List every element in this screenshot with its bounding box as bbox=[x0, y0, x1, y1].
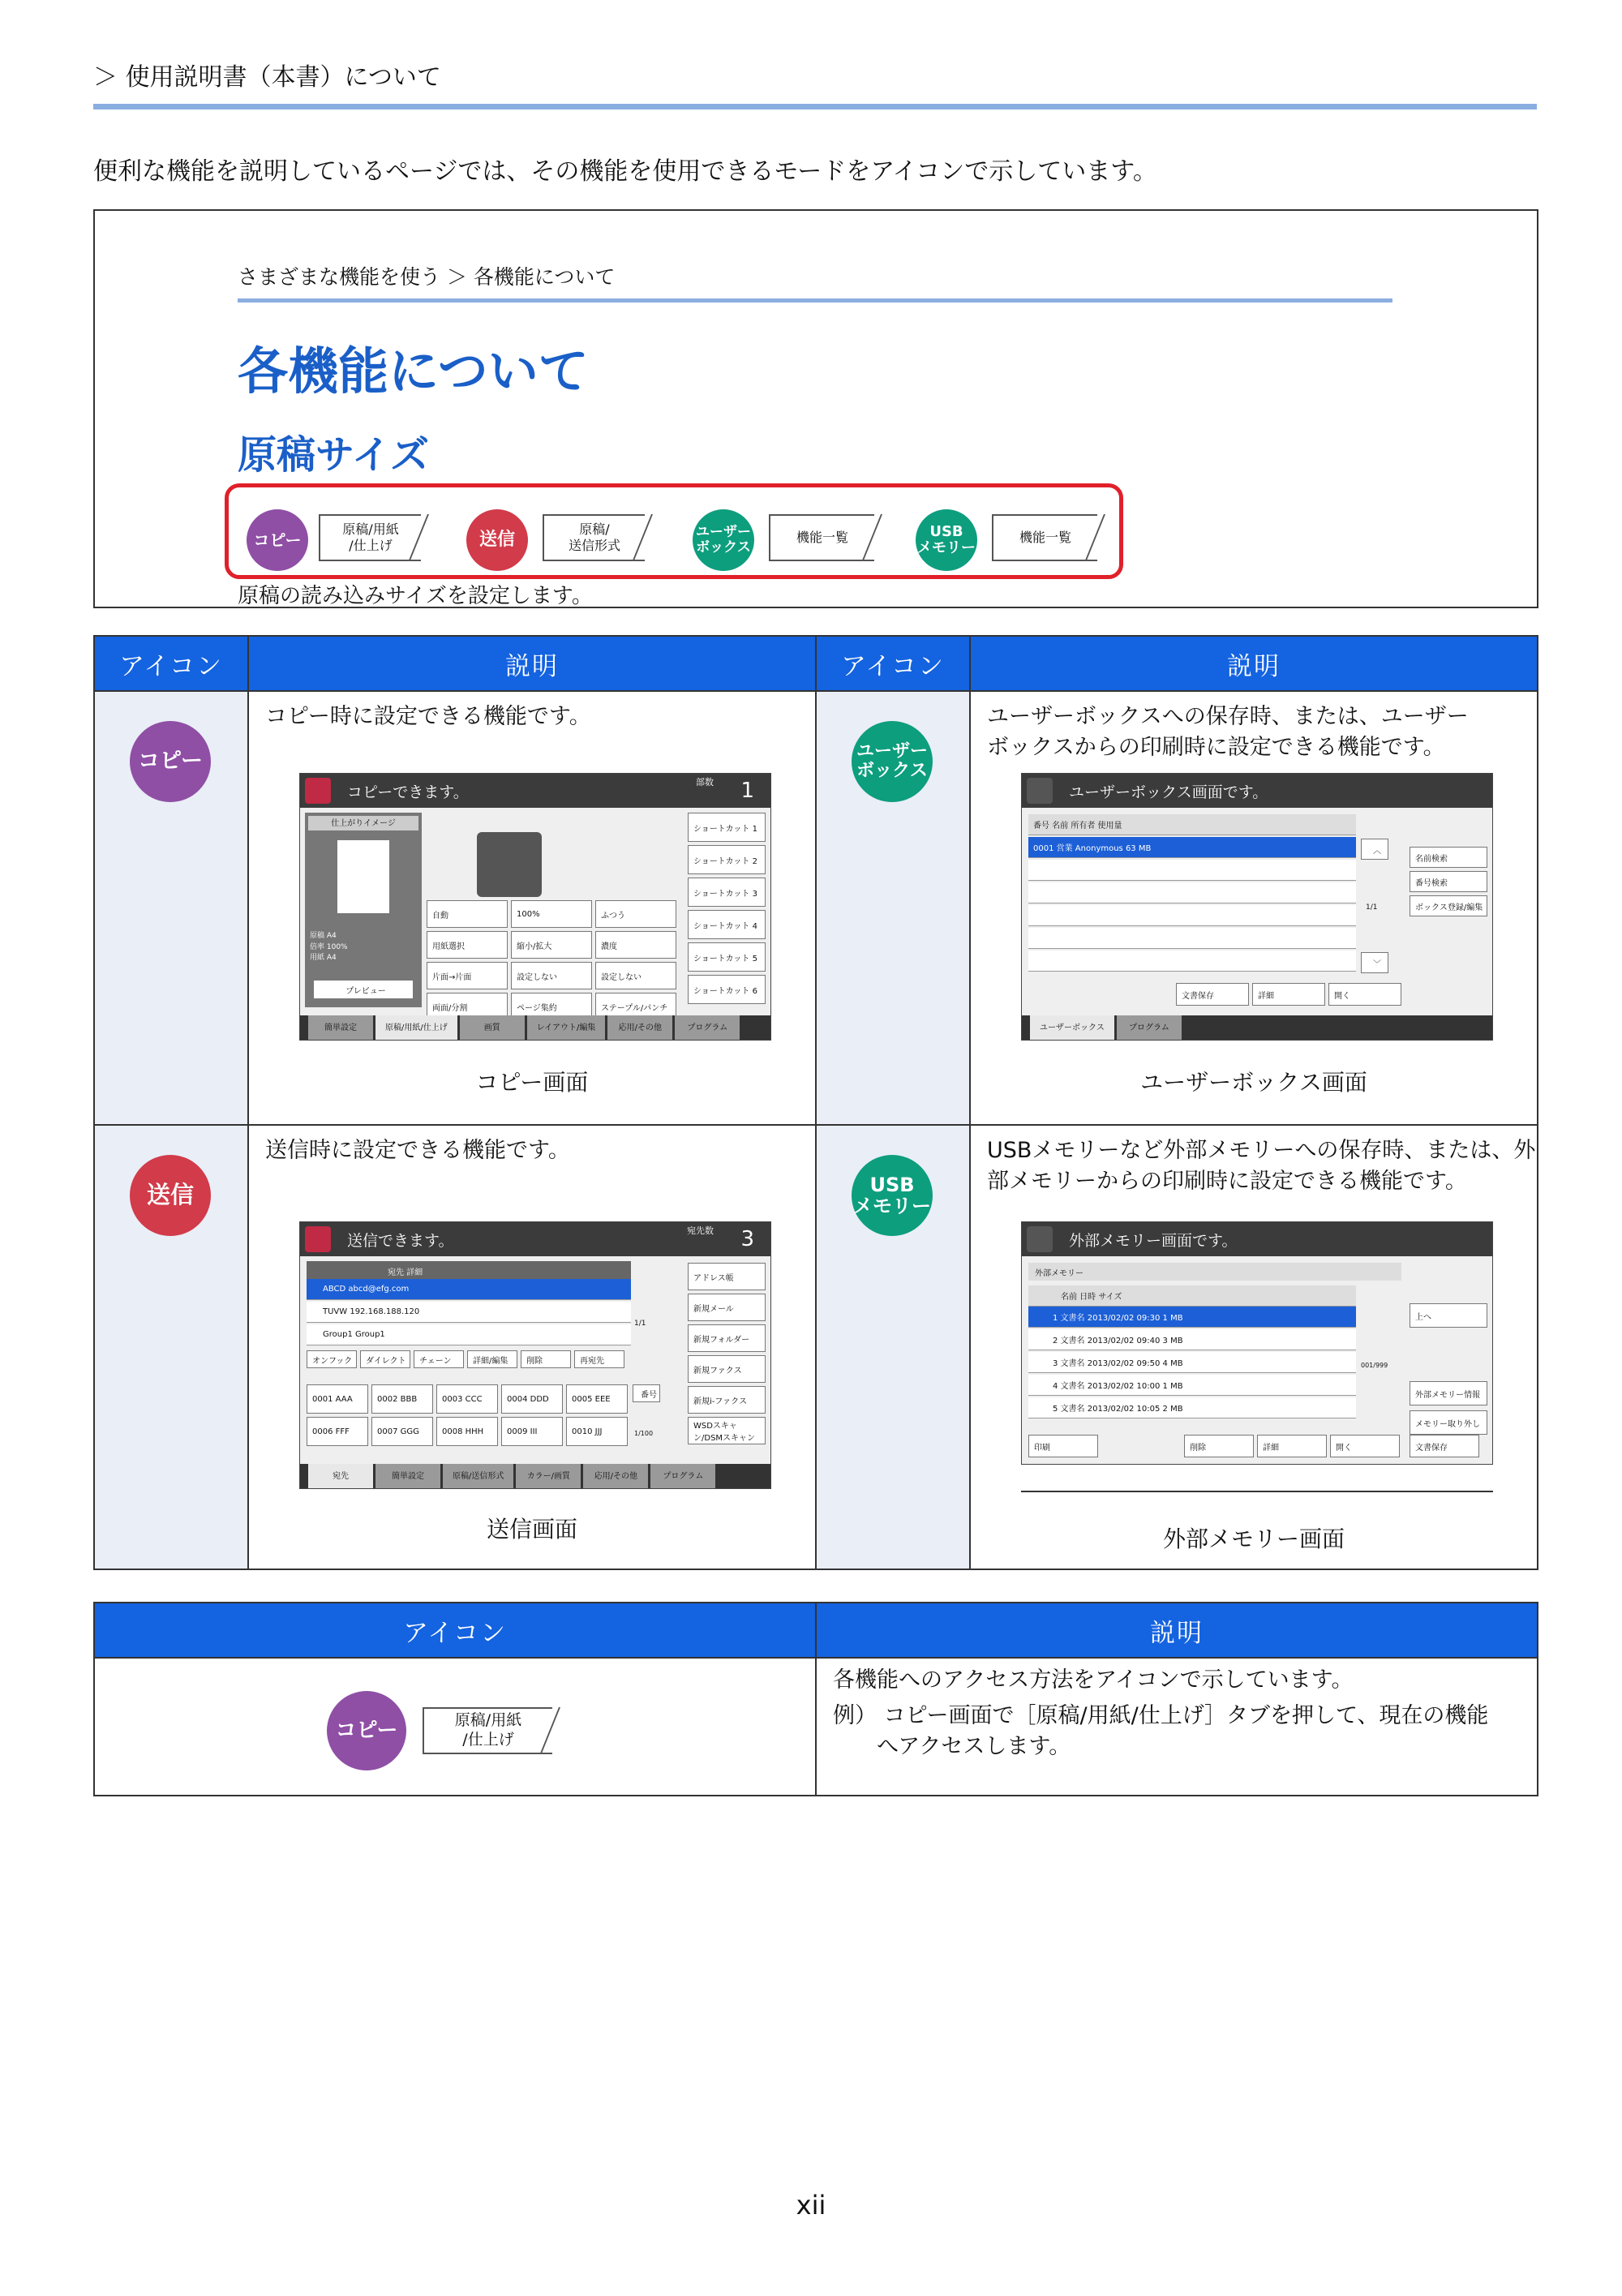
page-indicator: 1/1 bbox=[1366, 903, 1378, 912]
copy-function-button[interactable]: 設定しない bbox=[511, 962, 592, 989]
send-page: 1/1 bbox=[634, 1320, 646, 1328]
usb-mode-icon: USB メモリー bbox=[852, 1155, 933, 1236]
userbox-side-button[interactable]: 番号検索 bbox=[1410, 871, 1487, 892]
access-icon-table bbox=[93, 1602, 1538, 1796]
send-desc-text: 送信時に設定できる機能です。 bbox=[265, 1138, 570, 1163]
preview-button[interactable]: プレビュー bbox=[313, 980, 414, 999]
access-icon-cell bbox=[94, 1658, 816, 1796]
sample-title: 各機能について bbox=[238, 341, 589, 401]
usb-page: 001/999 bbox=[1361, 1362, 1388, 1369]
send-row[interactable]: ABCD abcd@efg.com bbox=[307, 1279, 631, 1300]
printer-image bbox=[477, 832, 542, 897]
send-side-button[interactable]: 新規i-ファクス bbox=[688, 1386, 766, 1414]
send-action-button[interactable]: チェーン bbox=[414, 1350, 464, 1368]
userbox-bottom-button[interactable]: 開く bbox=[1328, 983, 1401, 1006]
copy-desc-cell bbox=[248, 691, 816, 1125]
copy-function-button[interactable]: 設定しない bbox=[595, 962, 676, 989]
send-screen-tab[interactable]: 応用/その他 bbox=[583, 1464, 648, 1488]
copy-tab-icon: 原稿/用紙 /仕上げ bbox=[423, 1707, 552, 1754]
usb-bottom-button[interactable]: 印刷 bbox=[1028, 1435, 1098, 1457]
userbox-row[interactable] bbox=[1028, 928, 1356, 949]
access-desc-text: 各機能へのアクセス方法をアイコンで示しています。 bbox=[833, 1667, 1354, 1693]
table-header-desc: 説明 bbox=[970, 636, 1538, 691]
shortcut-button[interactable]: ショートカット 1 bbox=[688, 813, 766, 842]
copy-function-button[interactable]: 濃度 bbox=[595, 931, 676, 959]
usb-mode-icon: USB メモリー bbox=[916, 509, 977, 571]
sample-page bbox=[93, 209, 1538, 608]
one-touch-key[interactable]: 0006 FFF bbox=[307, 1417, 368, 1446]
one-touch-key[interactable]: 0002 BBB bbox=[371, 1384, 433, 1414]
one-touch-key[interactable]: 0007 GGG bbox=[371, 1417, 433, 1446]
userbox-mode-icon: ユーザー ボックス bbox=[693, 509, 754, 571]
send-action-button[interactable]: 詳細/編集 bbox=[467, 1350, 517, 1368]
sample-breadcrumb: さまざまな機能を使う ＞ 各機能について bbox=[238, 265, 616, 289]
usb-divider bbox=[1021, 1491, 1493, 1492]
mode-icon-table bbox=[93, 635, 1538, 1570]
shortcut-button[interactable]: ショートカット 5 bbox=[688, 942, 766, 972]
userbox-bottom-button[interactable]: 文書保存 bbox=[1176, 983, 1249, 1006]
copy-screen-tab[interactable]: 原稿/用紙/仕上げ bbox=[375, 1015, 457, 1040]
userbox-bottom-button[interactable]: 詳細 bbox=[1252, 983, 1325, 1006]
send-mode-icon: 送信 bbox=[466, 509, 528, 571]
usb-side-button[interactable]: メモリー取り外し bbox=[1410, 1410, 1487, 1435]
breadcrumb: ＞ 使用説明書（本書）について bbox=[93, 63, 441, 92]
copy-screen-tab[interactable]: 画質 bbox=[460, 1015, 525, 1040]
copy-function-button[interactable]: 片面→片面 bbox=[427, 962, 508, 989]
userbox-caption: ユーザーボックス画面 bbox=[1140, 1069, 1367, 1096]
send-screen-tab[interactable]: 簡単設定 bbox=[375, 1464, 440, 1488]
userbox-list-header: 番号 名前 所有者 使用量 bbox=[1028, 814, 1356, 835]
send-action-button[interactable]: ダイレクト bbox=[360, 1350, 410, 1368]
one-touch-key[interactable]: 0004 DDD bbox=[501, 1384, 563, 1414]
userbox-row[interactable] bbox=[1028, 882, 1356, 903]
userbox-desc-cell bbox=[970, 691, 1538, 1125]
send-count: 3 bbox=[740, 1227, 754, 1251]
userbox-app-icon bbox=[1027, 778, 1053, 804]
send-side-button[interactable]: 新規メール bbox=[688, 1294, 766, 1321]
usb-side-button[interactable]: 上へ bbox=[1410, 1303, 1487, 1328]
usb-app-icon bbox=[1027, 1226, 1053, 1252]
usb-screen-title: 外部メモリー画面です。 bbox=[1069, 1231, 1238, 1250]
usb-row[interactable]: 3 文書名 2013/02/02 09:50 4 MB bbox=[1028, 1352, 1356, 1373]
page-number: xii bbox=[796, 2190, 826, 2221]
send-icon-cell bbox=[94, 1125, 248, 1569]
copy-function-button[interactable]: 100% bbox=[511, 900, 592, 928]
send-screen-titlebar bbox=[300, 1222, 770, 1256]
copy-mode-icon: コピー bbox=[130, 721, 211, 802]
info-paper: 用紙 A4 bbox=[310, 954, 337, 962]
userbox-screen-title: ユーザーボックス画面です。 bbox=[1069, 783, 1268, 801]
table-header-icon: アイコン bbox=[816, 636, 970, 691]
one-touch-key[interactable]: 0009 III bbox=[501, 1417, 563, 1446]
usb-bottom-button[interactable]: 詳細 bbox=[1257, 1435, 1327, 1457]
scroll-down-button[interactable]: ﹀ bbox=[1361, 952, 1388, 973]
send-side-button[interactable]: WSDスキャン/DSMスキャン bbox=[688, 1417, 766, 1444]
shortcut-button[interactable]: ショートカット 2 bbox=[688, 845, 766, 874]
send-mode-icon: 送信 bbox=[130, 1155, 211, 1236]
one-touch-key[interactable]: 0003 CCC bbox=[436, 1384, 498, 1414]
copy-mode-icon: コピー bbox=[247, 509, 308, 571]
send-tab-icon: 原稿/ 送信形式 bbox=[543, 514, 645, 561]
copy-tabs bbox=[300, 1015, 770, 1040]
copy-screen-tab[interactable]: 簡単設定 bbox=[308, 1015, 373, 1040]
userbox-screen-titlebar bbox=[1022, 774, 1492, 808]
usb-side-button[interactable]: 外部メモリー情報 bbox=[1410, 1381, 1487, 1405]
copy-tab-icon: 原稿/用紙 /仕上げ bbox=[319, 514, 421, 561]
send-list-header: 宛先 詳細 bbox=[307, 1261, 631, 1282]
copy-desc-text: コピー時に設定できる機能です。 bbox=[265, 704, 591, 729]
send-tabs bbox=[300, 1464, 770, 1488]
copy-preview-panel bbox=[305, 813, 422, 1007]
one-touch-key[interactable]: 0005 EEE bbox=[566, 1384, 628, 1414]
copy-function-button[interactable]: 縮小/拡大 bbox=[511, 931, 592, 959]
userbox-row[interactable] bbox=[1028, 905, 1356, 926]
userbox-tabs bbox=[1022, 1015, 1492, 1040]
send-action-button[interactable]: 削除 bbox=[521, 1350, 571, 1368]
userbox-row[interactable]: 0001 営業 Anonymous 63 MB bbox=[1028, 837, 1356, 858]
usb-folder-bar: 外部メモリー bbox=[1028, 1263, 1401, 1281]
usb-row[interactable]: 1 文書名 2013/02/02 09:30 1 MB bbox=[1028, 1307, 1356, 1328]
send-screen-tab[interactable]: 宛先 bbox=[308, 1464, 373, 1488]
userbox-side-button[interactable]: ボックス登録/編集 bbox=[1410, 895, 1487, 916]
copy-function-button[interactable]: 両面/分割 bbox=[427, 993, 508, 1020]
copy-function-button[interactable]: ページ集約 bbox=[511, 993, 592, 1020]
send-desc-cell bbox=[248, 1125, 816, 1569]
usb-row[interactable]: 2 文書名 2013/02/02 09:40 3 MB bbox=[1028, 1329, 1356, 1350]
one-touch-key[interactable]: 0010 JJJ bbox=[566, 1417, 628, 1446]
send-side-button[interactable]: 新規ファクス bbox=[688, 1355, 766, 1383]
preview-label: 仕上がりイメージ bbox=[308, 816, 418, 830]
send-screen-tab[interactable]: プログラム bbox=[650, 1464, 715, 1488]
usb-list-header: 名前 日時 サイズ bbox=[1028, 1285, 1356, 1307]
usb-tab-icon: 機能一覧 bbox=[992, 514, 1097, 561]
userbox-row[interactable] bbox=[1028, 951, 1356, 972]
copy-icon-cell bbox=[94, 691, 248, 1125]
usb-row[interactable]: 5 文書名 2013/02/02 10:05 2 MB bbox=[1028, 1397, 1356, 1418]
usb-desc-text: USBメモリーなど外部メモリーへの保存時、または、外 部メモリーからの印刷時に設定できる機能です。 bbox=[987, 1138, 1536, 1194]
copy-function-button[interactable]: ステープル/パンチ bbox=[595, 993, 676, 1020]
copy-function-button[interactable]: ふつう bbox=[595, 900, 676, 928]
preview-info bbox=[310, 931, 348, 964]
copy-screen-tab[interactable]: プログラム bbox=[675, 1015, 740, 1040]
copy-screen-titlebar bbox=[300, 774, 770, 808]
userbox-mode-icon: ユーザー ボックス bbox=[852, 721, 933, 802]
table-header-icon: アイコン bbox=[94, 1603, 816, 1658]
copy-mode-icon: コピー bbox=[327, 1691, 406, 1770]
userbox-screen-tab[interactable]: ユーザーボックス bbox=[1030, 1015, 1114, 1040]
send-screen-title: 送信できます。 bbox=[347, 1231, 454, 1250]
preview-page bbox=[337, 840, 389, 913]
usb-bottom-button[interactable]: 開く bbox=[1330, 1435, 1400, 1457]
usb-desc-cell bbox=[970, 1125, 1538, 1569]
userbox-screen-tab[interactable]: プログラム bbox=[1117, 1015, 1182, 1040]
scroll-up-button[interactable]: ︿ bbox=[1361, 839, 1388, 860]
table-header-icon: アイコン bbox=[94, 636, 248, 691]
copy-screen-title: コピーできます。 bbox=[347, 783, 469, 801]
send-row[interactable]: Group1 Group1 bbox=[307, 1324, 631, 1345]
send-screen bbox=[299, 1221, 771, 1489]
copy-function-button[interactable]: 用紙選択 bbox=[427, 931, 508, 959]
copy-screen bbox=[299, 773, 771, 1041]
access-example-text: 例） コピー画面で［原稿/用紙/仕上げ］タブを押して、現在の機能 へアクセスします。 bbox=[833, 1703, 1489, 1759]
userbox-screen bbox=[1021, 773, 1493, 1041]
copy-screen-tab[interactable]: レイアウト/編集 bbox=[527, 1015, 606, 1040]
sample-description: 原稿の読み込みサイズを設定します。 bbox=[238, 584, 593, 608]
userbox-row[interactable] bbox=[1028, 860, 1356, 881]
send-screen-tab[interactable]: 原稿/送信形式 bbox=[443, 1464, 513, 1488]
userbox-side-button[interactable]: 名前検索 bbox=[1410, 847, 1487, 868]
send-screen-tab[interactable]: カラー/画質 bbox=[516, 1464, 581, 1488]
send-action-button[interactable]: 再宛先 bbox=[574, 1350, 624, 1368]
copy-count-label: 部数 bbox=[696, 777, 714, 788]
send-side-button[interactable]: 新規フォルダー bbox=[688, 1324, 766, 1352]
one-touch-key[interactable]: 0008 HHH bbox=[436, 1417, 498, 1446]
table-header-desc: 説明 bbox=[248, 636, 816, 691]
send-action-button[interactable]: オンフック bbox=[307, 1350, 357, 1368]
shortcut-button[interactable]: ショートカット 6 bbox=[688, 975, 766, 1004]
usb-bottom-button[interactable]: 文書保存 bbox=[1410, 1435, 1479, 1457]
usb-screen-titlebar bbox=[1022, 1222, 1492, 1256]
table-header-desc: 説明 bbox=[816, 1603, 1538, 1658]
info-zoom: 倍率 100% bbox=[310, 942, 348, 951]
intro-text: 便利な機能を説明しているページでは、その機能を使用できるモードをアイコンで示しています。 bbox=[93, 157, 1157, 186]
header-rule bbox=[93, 104, 1537, 109]
copy-app-icon bbox=[305, 778, 331, 804]
usb-screen bbox=[1021, 1221, 1493, 1465]
sample-rule bbox=[238, 298, 1392, 303]
info-original: 原稿 A4 bbox=[310, 932, 337, 940]
shortcut-button[interactable]: ショートカット 3 bbox=[688, 878, 766, 907]
copy-screen-tab[interactable]: 応用/その他 bbox=[607, 1015, 672, 1040]
sample-subtitle: 原稿サイズ bbox=[238, 432, 430, 478]
send-caption: 送信画面 bbox=[486, 1516, 577, 1543]
send-count-label: 宛先数 bbox=[687, 1225, 714, 1236]
copy-caption: コピー画面 bbox=[475, 1069, 589, 1096]
send-row[interactable]: TUVW 192.168.188.120 bbox=[307, 1302, 631, 1323]
send-side-button[interactable]: アドレス帳 bbox=[688, 1263, 766, 1290]
userbox-desc-text: ユーザーボックスへの保存時、または、ユーザー ボックスからの印刷時に設定できる機能です。 bbox=[987, 704, 1469, 760]
userbox-icon-cell bbox=[816, 691, 970, 1125]
shortcut-button[interactable]: ショートカット 4 bbox=[688, 910, 766, 939]
access-desc-cell bbox=[816, 1658, 1538, 1796]
usb-bottom-button[interactable]: 削除 bbox=[1184, 1435, 1254, 1457]
usb-icon-cell bbox=[816, 1125, 970, 1569]
number-button[interactable]: 番号 bbox=[633, 1384, 660, 1402]
usb-row[interactable]: 4 文書名 2013/02/02 10:00 1 MB bbox=[1028, 1375, 1356, 1396]
send-page2: 1/100 bbox=[634, 1430, 654, 1437]
one-touch-key[interactable]: 0001 AAA bbox=[307, 1384, 368, 1414]
send-app-icon bbox=[305, 1226, 331, 1252]
userbox-tab-icon: 機能一覧 bbox=[769, 514, 874, 561]
usb-caption: 外部メモリー画面 bbox=[1162, 1526, 1345, 1552]
copy-function-button[interactable]: 自動 bbox=[427, 900, 508, 928]
copy-count: 1 bbox=[740, 779, 754, 803]
